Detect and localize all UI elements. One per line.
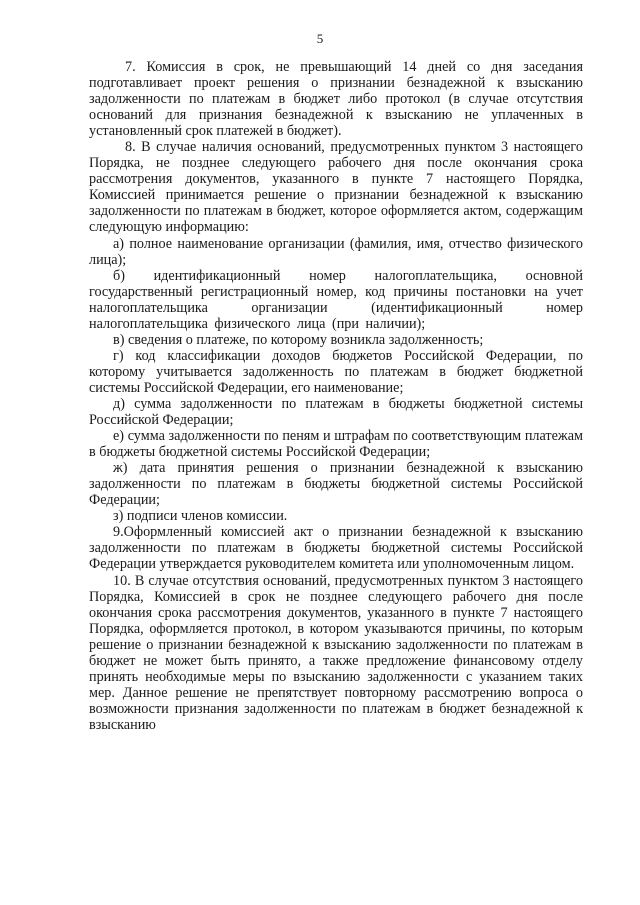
list-item-a: а) полное наименование организации (фамилия, имя, отчество физического лица); bbox=[89, 235, 583, 268]
list-item-b: б) идентификационный номер налогоплательщика, основной государственный регистрационный номер, код причины постановки на учет налогоплательщика организации (идентификационный номер налогоплательщика физического лица (при наличии); bbox=[89, 267, 583, 332]
paragraph-9: 9.Оформленный комиссией акт о признании безнадежной к взысканию задолженности по платежам в бюджеты бюджетной системы Российской Федерации утверждается руководителем комитета или уполномоченным лицом. bbox=[89, 524, 583, 573]
list-item-g: г) код классификации доходов бюджетов Российской Федерации, по которому учитывается задолженность по платежам в бюджет бюджетной системы Российской Федерации, его наименование; bbox=[89, 347, 583, 396]
document-body bbox=[89, 59, 583, 733]
list-item-z: з) подписи членов комиссии. bbox=[113, 508, 288, 525]
list-item-v: в) сведения о платеже, по которому возникла задолженность; bbox=[113, 331, 484, 348]
list-item-e: е) сумма задолженности по пеням и штрафам по соответствующим платежам в бюджеты бюджетной системы Российской Федерации; bbox=[89, 428, 583, 461]
paragraph-7: 7. Комиссия в срок, не превышающий 14 дней со дня заседания подготавливает проект решения о признании безнадежной к взысканию задолженности по платежам в бюджет либо протокол (в случае отсутствия оснований для признания безнадежной к взысканию не уплаченных в установленный срок платежей в бюджет). bbox=[89, 59, 583, 140]
paragraph-8: 8. В случае наличия оснований, предусмотренных пунктом 3 настоящего Порядка, не позднее следующего рабочего дня после окончания срока рассмотрения документов, указанного в пункте 7 настоящего Порядка, Комиссией принимается решение о признании безнадежной к взысканию задолженности по платежам в бюджет, которое оформляется актом, содержащим следующую информацию: bbox=[89, 139, 583, 236]
page-number: 5 bbox=[316, 31, 324, 46]
list-item-zh: ж) дата принятия решения о признании безнадежной к взысканию задолженности по платежам в бюджеты бюджетной системы Российской Федерации; bbox=[89, 460, 583, 509]
list-item-d: д) сумма задолженности по платежам в бюджеты бюджетной системы Российской Федерации; bbox=[89, 395, 583, 429]
paragraph-10: 10. В случае отсутствия оснований, предусмотренных пунктом 3 настоящего Порядка, Комиссией в срок не позднее следующего рабочего дня после окончания срока рассмотрения документов, указанного в пункте 7 настоящего Порядка, оформляется протокол, в котором указываются причины, по которым решение о признании безнадежной к взысканию задолженности по платежам в бюджет не может быть принято, а также предложение финансовому отделу принять необходимые меры по взысканию задолженности с указанием таких мер. Данное решение не препятствует повторному рассмотрению вопроса о возможности признания задолженности по платежам в бюджет безнадежной к взысканию bbox=[89, 572, 583, 733]
